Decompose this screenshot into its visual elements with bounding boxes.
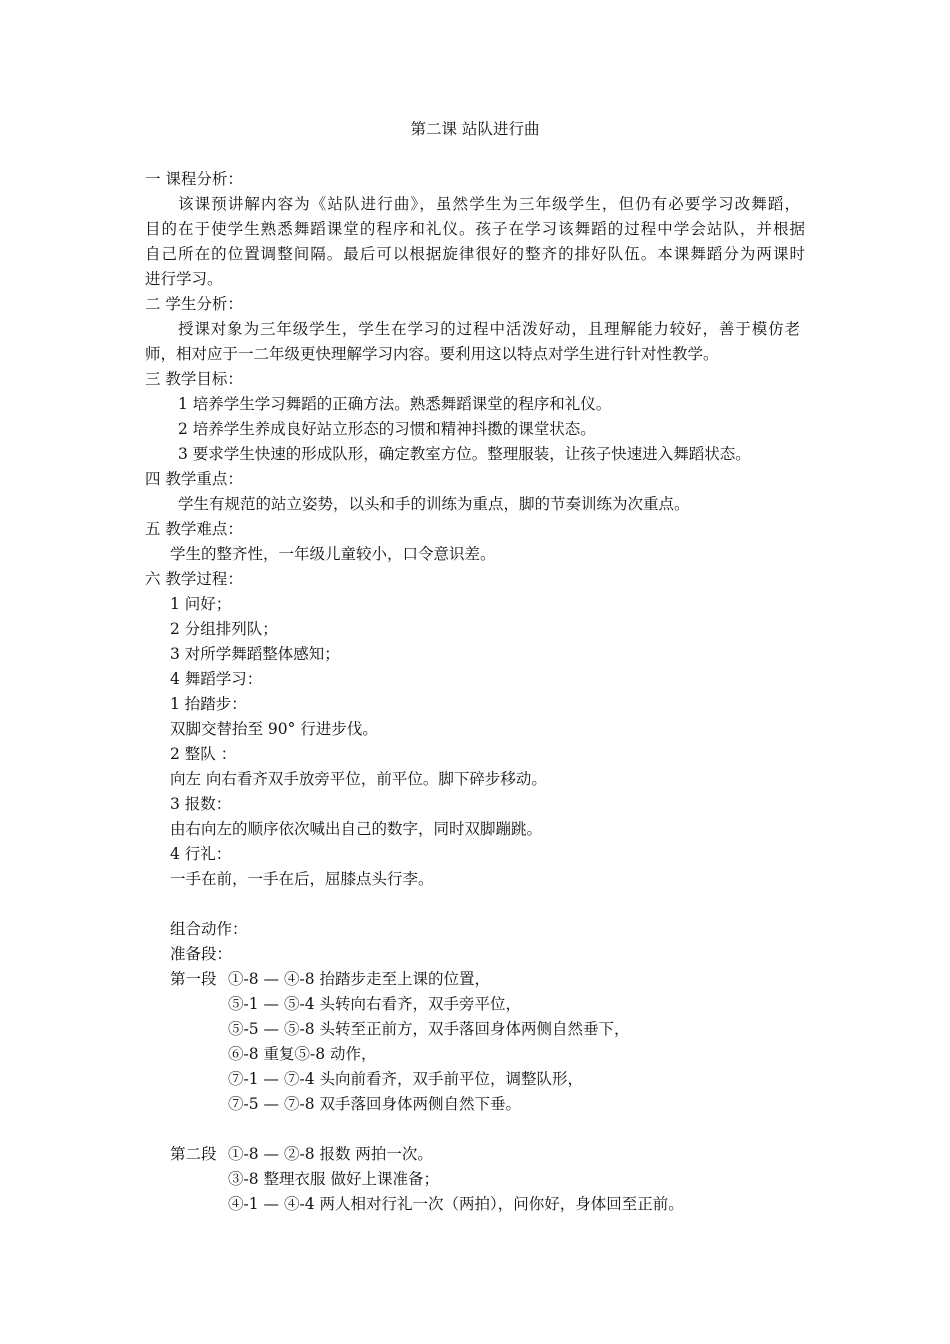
combo-step: ⑦-1 — ⑦-4 头向前看齐，双手前平位，调整队形， xyxy=(228,1070,583,1088)
combo-part1-label: 第一段 xyxy=(170,970,217,988)
combo-step: ①-8 — ④-8 抬踏步走至上课的位置， xyxy=(228,970,490,988)
process-line: 1 问好； xyxy=(170,595,232,613)
paragraph-line: 该课预讲解内容为《站队进行曲》，虽然学生为三年级学生，但仍有必要学习改舞蹈， xyxy=(178,195,800,213)
paragraph-line: 授课对象为三年级学生，学生在学习的过程中活泼好动，且理解能力较好，善于模仿老 xyxy=(178,320,800,338)
combo-step: ⑥-8 重复⑤-8 动作， xyxy=(228,1045,377,1063)
section-heading-key-points: 四 教学重点： xyxy=(145,470,243,488)
section-heading-difficulties: 五 教学难点： xyxy=(145,520,243,538)
process-line: 4 行礼： xyxy=(170,845,232,863)
paragraph-line: 自己所在的位置调整间隔。最后可以根据旋律很好的整齐的排好队伍。本课舞蹈分为两课时 xyxy=(145,245,805,263)
goal-item: 1 培养学生学习舞蹈的正确方法。熟悉舞蹈课堂的程序和礼仪。 xyxy=(178,395,612,413)
combo-step: ⑦-5 — ⑦-8 双手落回身体两侧自然下垂。 xyxy=(228,1095,521,1113)
goal-item: 2 培养学生养成良好站立形态的习惯和精神抖擞的课堂状态。 xyxy=(178,420,596,438)
paragraph-line: 师，相对应于一二年级更快理解学习内容。要利用这以特点对学生进行针对性教学。 xyxy=(145,345,719,363)
combo-step: ⑤-5 — ⑤-8 头转至正前方，双手落回身体两侧自然垂下， xyxy=(228,1020,630,1038)
paragraph-line: 目的在于使学生熟悉舞蹈课堂的程序和礼仪。孩子在学习该舞蹈的过程中学会站队，并根据 xyxy=(145,220,805,238)
combo-prep: 准备段： xyxy=(170,945,233,963)
goal-item: 3 要求学生快速的形成队形，确定教室方位。整理服装，让孩子快速进入舞蹈状态。 xyxy=(178,445,751,463)
section-heading-student-analysis: 二 学生分析： xyxy=(145,295,243,313)
process-line: 4 舞蹈学习： xyxy=(170,670,263,688)
difficulties-text: 学生的整齐性，一年级儿童较小，口令意识差。 xyxy=(170,545,496,563)
combo-step: ③-8 整理衣服 做好上课准备； xyxy=(228,1170,439,1188)
paragraph-line: 进行学习。 xyxy=(145,270,223,288)
combo-step: ①-8 — ②-8 报数 两拍一次。 xyxy=(228,1145,433,1163)
key-points-text: 学生有规范的站立姿势，以头和手的训练为重点，脚的节奏训练为次重点。 xyxy=(178,495,690,513)
combo-step: ⑤-1 — ⑤-4 头转向右看齐，双手旁平位， xyxy=(228,995,521,1013)
process-line: 3 报数： xyxy=(170,795,232,813)
section-heading-teaching-goals: 三 教学目标： xyxy=(145,370,243,388)
combo-step: ④-1 — ④-4 两人相对行礼一次（两拍），问你好，身体回至正前。 xyxy=(228,1195,684,1213)
section-heading-teaching-process: 六 教学过程： xyxy=(145,570,243,588)
section-heading-course-analysis: 一 课程分析： xyxy=(145,170,243,188)
process-line: 3 对所学舞蹈整体感知； xyxy=(170,645,340,663)
page-title: 第二课 站队进行曲 xyxy=(410,120,540,138)
process-line: 2 整队 ： xyxy=(170,745,237,763)
process-line: 双脚交替抬至 90° 行进步伐。 xyxy=(170,720,378,738)
process-line: 1 抬踏步： xyxy=(170,695,247,713)
process-line: 2 分组排列队； xyxy=(170,620,278,638)
combo-part2-label: 第二段 xyxy=(170,1145,217,1163)
process-line: 由右向左的顺序依次喊出自己的数字，同时双脚蹦跳。 xyxy=(170,820,543,838)
process-line: 向左 向右看齐双手放旁平位，前平位。脚下碎步移动。 xyxy=(170,770,547,788)
process-line: 一手在前，一手在后，屈膝点头行李。 xyxy=(170,870,434,888)
combo-heading: 组合动作： xyxy=(170,920,248,938)
